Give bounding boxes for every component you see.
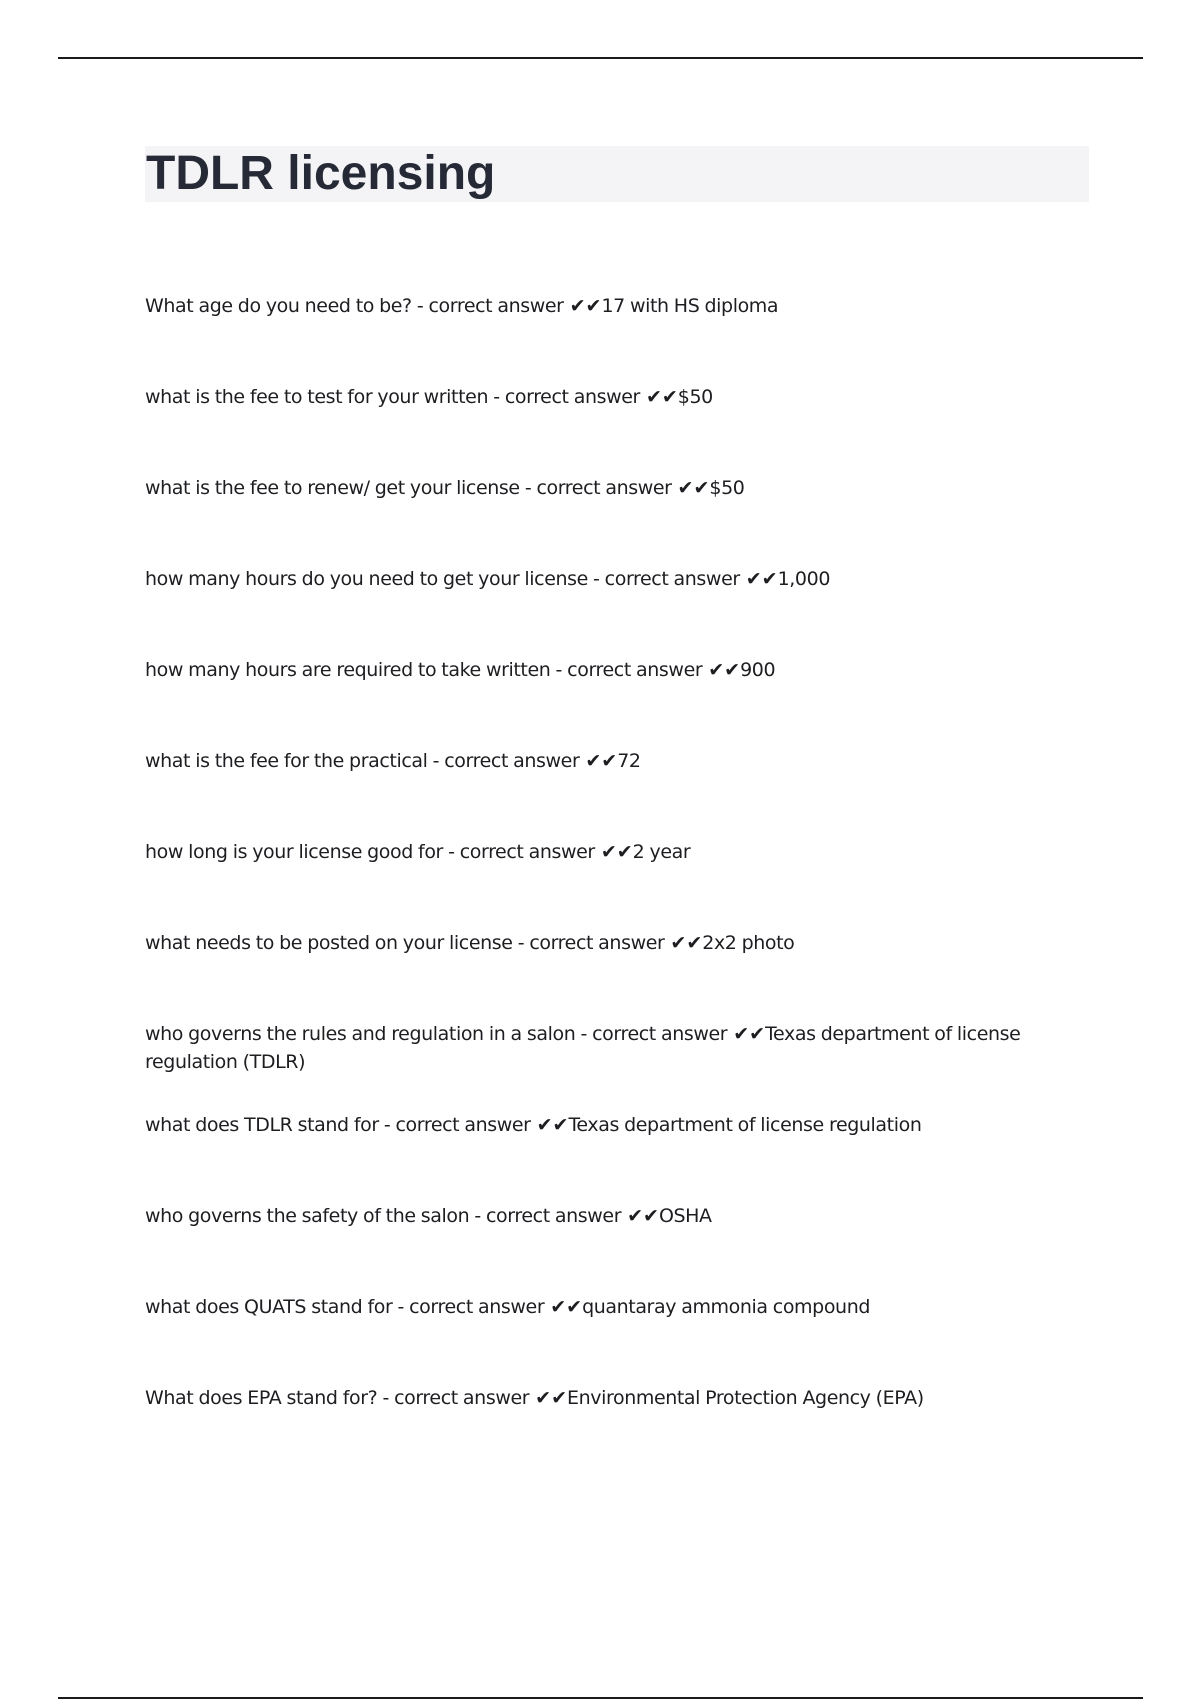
qa-item: what is the fee to test for your written - correct answer ✔✔$50 [145, 386, 713, 408]
answer-prefix: correct answer [567, 659, 703, 681]
double-check-icon: ✔✔ [670, 932, 703, 954]
answer-prefix: correct answer [394, 1387, 530, 1409]
answer-prefix: correct answer [409, 1296, 545, 1318]
double-check-icon: ✔✔ [645, 386, 678, 408]
qa-item: What age do you need to be? - correct answer ✔✔17 with HS diploma [145, 295, 779, 317]
answer-text: 2 year [632, 841, 691, 863]
answer-text: Texas department of license regulation (TDLR) [145, 1023, 1021, 1073]
answer-prefix: correct answer [536, 477, 672, 499]
answer-text: $50 [677, 386, 713, 408]
answer-prefix: correct answer [592, 1023, 728, 1045]
qa-item: how many hours do you need to get your license - correct answer ✔✔1,000 [145, 568, 831, 590]
question-text: what needs to be posted on your license [145, 932, 513, 954]
double-check-icon: ✔✔ [536, 1114, 569, 1136]
qa-item: what is the fee for the practical - correct answer ✔✔72 [145, 750, 641, 772]
question-text: what does TDLR stand for [145, 1114, 379, 1136]
qa-list [145, 292, 1045, 1412]
qa-item: who governs the rules and regulation in a salon - correct answer ✔✔Texas department of license regulation (TDLR) [145, 1023, 1021, 1073]
answer-text: Environmental Protection Agency (EPA) [567, 1387, 924, 1409]
double-check-icon: ✔✔ [585, 750, 618, 772]
question-text: what is the fee to renew/ get your license [145, 477, 520, 499]
double-check-icon: ✔✔ [677, 477, 710, 499]
title-block [145, 146, 1089, 202]
answer-text: quantaray ammonia compound [582, 1296, 870, 1318]
double-check-icon: ✔✔ [745, 568, 778, 590]
qa-item: what does TDLR stand for - correct answer ✔✔Texas department of license regulation [145, 1114, 922, 1136]
header-rule [58, 57, 1143, 59]
page-title: TDLR licensing [146, 147, 496, 200]
answer-prefix: correct answer [486, 1205, 622, 1227]
answer-prefix: correct answer [428, 295, 564, 317]
double-check-icon: ✔✔ [600, 841, 633, 863]
answer-prefix: correct answer [459, 841, 595, 863]
question-text: how many hours do you need to get your license [145, 568, 588, 590]
double-check-icon: ✔✔ [550, 1296, 583, 1318]
question-text: what does QUATS stand for [145, 1296, 393, 1318]
answer-prefix: correct answer [529, 932, 665, 954]
double-check-icon: ✔✔ [627, 1205, 659, 1227]
answer-prefix: correct answer [395, 1114, 531, 1136]
qa-item: how many hours are required to take written - correct answer ✔✔900 [145, 659, 776, 681]
answer-text: 72 [617, 750, 641, 772]
answer-text: 2x2 photo [702, 932, 795, 954]
answer-text: OSHA [658, 1205, 712, 1227]
double-check-icon: ✔✔ [569, 295, 602, 317]
answer-text: 17 with HS diploma [601, 295, 779, 317]
answer-text: $50 [709, 477, 745, 499]
qa-item: what needs to be posted on your license - correct answer ✔✔2x2 photo [145, 932, 795, 954]
double-check-icon: ✔✔ [708, 659, 741, 681]
qa-item: what does QUATS stand for - correct answer ✔✔quantaray ammonia compound [145, 1296, 870, 1318]
question-text: what is the fee to test for your written [145, 386, 489, 408]
question-text: What does EPA stand for? [145, 1387, 378, 1409]
question-text: What age do you need to be? [145, 295, 412, 317]
answer-prefix: correct answer [444, 750, 580, 772]
answer-text: Texas department of license regulation [568, 1114, 922, 1136]
double-check-icon: ✔✔ [733, 1023, 766, 1045]
qa-item: who governs the safety of the salon - correct answer ✔✔OSHA [145, 1205, 712, 1227]
question-text: who governs the safety of the salon [145, 1205, 470, 1227]
question-text: how long is your license good for [145, 841, 443, 863]
qa-item: how long is your license good for - correct answer ✔✔2 year [145, 841, 691, 863]
answer-text: 900 [740, 659, 776, 681]
double-check-icon: ✔✔ [535, 1387, 567, 1409]
answer-text: 1,000 [777, 568, 831, 590]
answer-prefix: correct answer [604, 568, 740, 590]
question-text: who governs the rules and regulation in a salon [145, 1023, 576, 1045]
footer-rule [58, 1697, 1143, 1699]
answer-prefix: correct answer [504, 386, 640, 408]
question-text: how many hours are required to take written [145, 659, 551, 681]
question-text: what is the fee for the practical [145, 750, 428, 772]
qa-item: what is the fee to renew/ get your license - correct answer ✔✔$50 [145, 477, 745, 499]
qa-item: What does EPA stand for? - correct answer ✔✔Environmental Protection Agency (EPA) [145, 1387, 924, 1409]
